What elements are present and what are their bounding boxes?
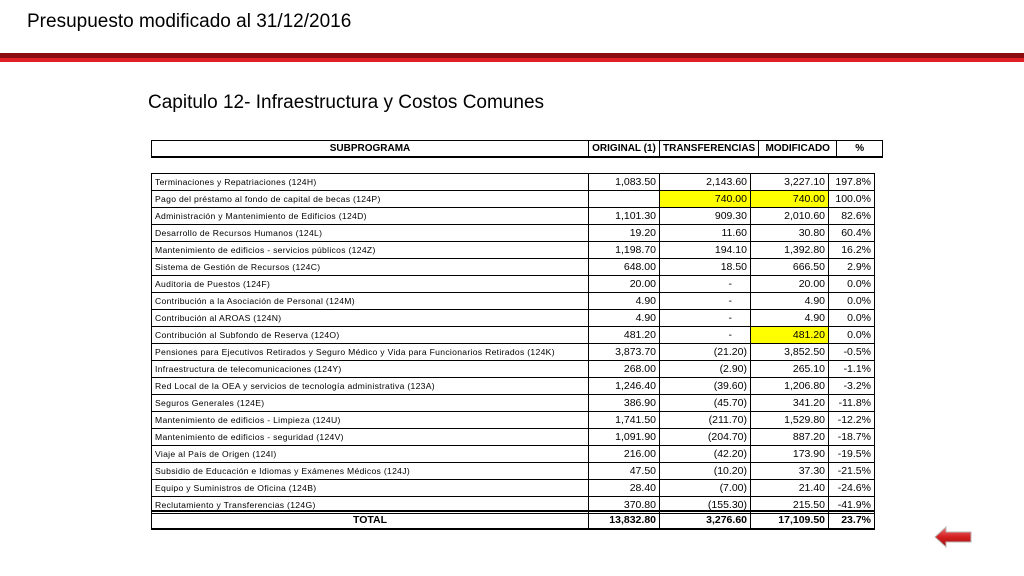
table-row	[152, 361, 875, 378]
row-pct: -0.5%	[829, 344, 875, 361]
table-row	[152, 208, 875, 225]
row-modificado: 265.10	[751, 361, 829, 378]
row-transferencias: (2.90)	[660, 361, 751, 378]
row-modificado: 20.00	[751, 276, 829, 293]
row-pct: -18.7%	[829, 429, 875, 446]
row-subprograma: Viaje al País de Origen (124I)	[152, 446, 589, 463]
row-modificado: 37.30	[751, 463, 829, 480]
total-label: TOTAL	[152, 511, 589, 529]
chapter-title: Capitulo 12- Infraestructura y Costos Comunes	[148, 92, 545, 113]
header-subprograma: SUBPROGRAMA	[152, 141, 589, 158]
table-row	[152, 310, 875, 327]
row-pct: 0.0%	[829, 327, 875, 344]
row-subprograma: Administración y Mantenimiento de Edificios (124D)	[152, 208, 589, 225]
table-row	[152, 191, 875, 208]
row-transferencias: (42.20)	[660, 446, 751, 463]
row-transferencias: (204.70)	[660, 429, 751, 446]
row-original: 28.40	[589, 480, 660, 497]
total-row	[152, 511, 875, 529]
row-modificado: 3,852.50	[751, 344, 829, 361]
row-transferencias: (155.30)	[660, 497, 751, 514]
row-original: 216.00	[589, 446, 660, 463]
row-modificado: 481.20	[751, 327, 829, 344]
row-original	[589, 191, 660, 208]
row-modificado: 30.80	[751, 225, 829, 242]
row-original: 19.20	[589, 225, 660, 242]
row-subprograma: Infraestructura de telecomunicaciones (124Y)	[152, 361, 589, 378]
row-original: 20.00	[589, 276, 660, 293]
row-transferencias: (211.70)	[660, 412, 751, 429]
row-subprograma: Mantenimiento de edificios - Limpieza (124U)	[152, 412, 589, 429]
row-subprograma: Equipo y Suministros de Oficina (124B)	[152, 480, 589, 497]
table-row	[152, 293, 875, 310]
row-modificado: 666.50	[751, 259, 829, 276]
row-transferencias: -	[660, 276, 751, 293]
row-original: 3,873.70	[589, 344, 660, 361]
row-original: 47.50	[589, 463, 660, 480]
table-row	[152, 344, 875, 361]
slide-title: Presupuesto modificado al 31/12/2016	[27, 11, 352, 32]
row-transferencias: -	[660, 327, 751, 344]
row-pct: 197.8%	[829, 174, 875, 191]
budget-table	[151, 173, 875, 514]
row-transferencias: (39.60)	[660, 378, 751, 395]
row-original: 1,741.50	[589, 412, 660, 429]
row-subprograma: Contribución a la Asociación de Personal (124M)	[152, 293, 589, 310]
row-subprograma: Sistema de Gestión de Recursos (124C)	[152, 259, 589, 276]
row-transferencias: -	[660, 310, 751, 327]
row-pct: 60.4%	[829, 225, 875, 242]
row-original: 386.90	[589, 395, 660, 412]
row-pct: 16.2%	[829, 242, 875, 259]
row-subprograma: Pensiones para Ejecutivos Retirados y Seguro Médico y Vida para Funcionarios Retirados (124K)	[152, 344, 589, 361]
row-modificado: 1,206.80	[751, 378, 829, 395]
row-modificado: 341.20	[751, 395, 829, 412]
row-modificado: 740.00	[751, 191, 829, 208]
table-row	[152, 412, 875, 429]
row-pct: 0.0%	[829, 293, 875, 310]
table-row	[152, 429, 875, 446]
row-subprograma: Auditoria de Puestos (124F)	[152, 276, 589, 293]
row-pct: -11.8%	[829, 395, 875, 412]
header-modificado: MODIFICADO	[759, 141, 837, 158]
table-row	[152, 378, 875, 395]
row-subprograma: Contribución al AROAS (124N)	[152, 310, 589, 327]
row-modificado: 3,227.10	[751, 174, 829, 191]
row-pct: 100.0%	[829, 191, 875, 208]
budget-table-header	[151, 140, 883, 158]
table-row	[152, 276, 875, 293]
table-row	[152, 463, 875, 480]
table-row	[152, 327, 875, 344]
row-original: 1,198.70	[589, 242, 660, 259]
row-transferencias: 11.60	[660, 225, 751, 242]
header-pct: %	[837, 141, 883, 158]
total-pct: 23.7%	[829, 511, 875, 529]
row-transferencias: (7.00)	[660, 480, 751, 497]
row-transferencias: 194.10	[660, 242, 751, 259]
row-pct: 82.6%	[829, 208, 875, 225]
header-row	[152, 141, 883, 158]
row-pct: 0.0%	[829, 310, 875, 327]
table-row	[152, 225, 875, 242]
row-pct: -24.6%	[829, 480, 875, 497]
row-modificado: 4.90	[751, 293, 829, 310]
total-modificado: 17,109.50	[751, 511, 829, 529]
row-transferencias: 740.00	[660, 191, 751, 208]
row-transferencias: 18.50	[660, 259, 751, 276]
table-row	[152, 174, 875, 191]
row-modificado: 1,529.80	[751, 412, 829, 429]
title-divider-red	[0, 58, 1024, 62]
row-pct: -12.2%	[829, 412, 875, 429]
row-original: 1,101.30	[589, 208, 660, 225]
table-row	[152, 446, 875, 463]
row-transferencias: 909.30	[660, 208, 751, 225]
row-transferencias: (21.20)	[660, 344, 751, 361]
row-subprograma: Pago del préstamo al fondo de capital de becas (124P)	[152, 191, 589, 208]
row-transferencias: 2,143.60	[660, 174, 751, 191]
row-original: 481.20	[589, 327, 660, 344]
back-arrow-icon[interactable]	[934, 526, 972, 548]
row-modificado: 21.40	[751, 480, 829, 497]
row-pct: -3.2%	[829, 378, 875, 395]
row-pct: 0.0%	[829, 276, 875, 293]
row-original: 1,091.90	[589, 429, 660, 446]
row-transferencias: -	[660, 293, 751, 310]
row-original: 4.90	[589, 293, 660, 310]
row-pct: -19.5%	[829, 446, 875, 463]
table-row	[152, 259, 875, 276]
row-original: 1,246.40	[589, 378, 660, 395]
row-modificado: 1,392.80	[751, 242, 829, 259]
row-transferencias: (10.20)	[660, 463, 751, 480]
table-row	[152, 480, 875, 497]
row-subprograma: Reclutamiento y Transferencias (124G)	[152, 497, 589, 514]
row-pct: 2.9%	[829, 259, 875, 276]
row-original: 370.80	[589, 497, 660, 514]
row-subprograma: Mantenimiento de edificios - servicios públicos (124Z)	[152, 242, 589, 259]
row-original: 1,083.50	[589, 174, 660, 191]
row-modificado: 173.90	[751, 446, 829, 463]
row-subprograma: Contribución al Subfondo de Reserva (124O)	[152, 327, 589, 344]
row-subprograma: Red Local de la OEA y servicios de tecnología administrativa (123A)	[152, 378, 589, 395]
table-row	[152, 395, 875, 412]
row-original: 648.00	[589, 259, 660, 276]
row-pct: -21.5%	[829, 463, 875, 480]
row-subprograma: Mantenimiento de edificios - seguridad (124V)	[152, 429, 589, 446]
table-row	[152, 242, 875, 259]
row-original: 268.00	[589, 361, 660, 378]
total-original: 13,832.80	[589, 511, 660, 529]
row-subprograma: Desarrollo de Recursos Humanos (124L)	[152, 225, 589, 242]
row-subprograma: Seguros Generales (124E)	[152, 395, 589, 412]
row-transferencias: (45.70)	[660, 395, 751, 412]
total-transferencias: 3,276.60	[660, 511, 751, 529]
row-original: 4.90	[589, 310, 660, 327]
row-modificado: 2,010.60	[751, 208, 829, 225]
row-subprograma: Terminaciones y Repatriaciones (124H)	[152, 174, 589, 191]
header-original: ORIGINAL (1)	[589, 141, 660, 158]
row-pct: -41.9%	[829, 497, 875, 514]
total-table	[151, 510, 875, 530]
row-subprograma: Subsidio de Educación e Idiomas y Exámenes Médicos (124J)	[152, 463, 589, 480]
row-modificado: 4.90	[751, 310, 829, 327]
row-pct: -1.1%	[829, 361, 875, 378]
row-modificado: 887.20	[751, 429, 829, 446]
header-transferencias: TRANSFERENCIAS	[660, 141, 759, 158]
row-modificado: 215.50	[751, 497, 829, 514]
